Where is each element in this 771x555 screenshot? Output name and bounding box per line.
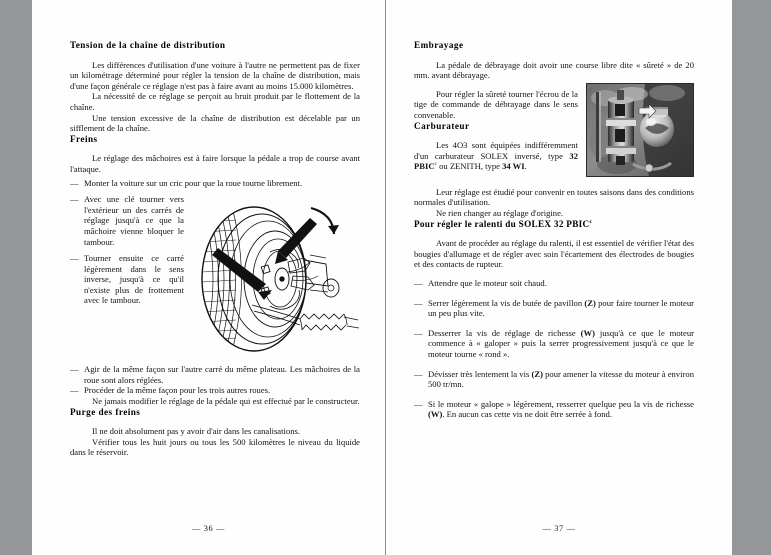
dash-marker: — [70, 385, 79, 396]
paragraph: La pédale de débrayage doit avoir une course libre dite « sûreté » de 20 mm. avant débrayage. [414, 59, 694, 81]
list-item [70, 385, 360, 396]
text-suffix: . [524, 161, 527, 172]
dash-marker: — [414, 327, 423, 338]
paragraph: Leur réglage est étudié pour convenir en toutes saisons dans des conditions normales d'utilisation. [414, 186, 694, 208]
list-item [70, 178, 360, 189]
text-column-right [414, 40, 694, 420]
list-item [70, 194, 360, 247]
heading-freins: Freins [70, 133, 98, 144]
dash-marker: — [414, 297, 423, 308]
idle-adjustment-steps [414, 278, 694, 420]
carb-type-zenith: 34 WI [502, 161, 525, 172]
dash-marker: — [414, 277, 423, 288]
list-item-text-a: Si le moteur « galope » légèrement, resserrer quelque peu la vis de richesse [428, 398, 694, 409]
text-middle: ou ZENITH, type [436, 161, 503, 172]
paragraph: Vérifier tous les huit jours ou tous les 500 kilomètres le niveau du liquide dans le réservoir. [70, 436, 360, 458]
dash-marker: — [414, 368, 423, 379]
paragraph: Pour régler la sûreté tourner l'écrou de la tige de commande de débrayage dans le sens convenable. [414, 88, 578, 120]
dash-marker: — [70, 177, 79, 188]
list-item-text: Tourner ensuite ce carré légèrement dans le sens inverse, jusqu'à ce qu'il n'existe plus de frottement avec le tambour. [84, 253, 184, 306]
list-item-text-a: Dévisser très lentement la vis [428, 368, 532, 379]
screw-label-z: (Z) [584, 297, 596, 308]
paragraph: Ne rien changer au réglage d'origine. [436, 207, 564, 218]
paragraph: Avant de procéder au réglage du ralenti, il est essentiel de vérifier l'état des bougies d'allumage et de régler avec soin l'écartement des électrodes de bougies et des contacts de rupteur. [414, 238, 694, 270]
paragraph-closing: Ne jamais modifier le réglage de la pédale qui est effectué par le constructeur. [92, 395, 360, 406]
heading-tension-chaine: Tension de la chaîne de distribution [70, 40, 226, 50]
heading-purge-des-freins: Purge des freins [70, 406, 141, 417]
screw-label-z: (Z) [531, 368, 543, 379]
brake-adjustment-steps [70, 178, 360, 189]
list-item [414, 298, 694, 319]
dash-marker: — [70, 364, 79, 375]
list-item-text: Monter la voiture sur un cric pour que la roue tourne librement. [84, 177, 303, 188]
list-item-text-b: pour faire tourner le moteur un peu plus vite. [428, 297, 694, 319]
list-item-text-b: jusqu'à ce que le moteur commence à « galoper » puis la serrer progressivement jusqu'à ce que le moteur tourne « rond ». [428, 327, 694, 359]
photo-content [587, 84, 693, 176]
dash-marker: — [70, 253, 79, 264]
paragraph: Une tension excessive de la chaîne de distribution est décelable par un sifflement de la chaîne. [70, 112, 360, 134]
list-item-text-a: Desserrer la vis de réglage de richesse [428, 327, 581, 338]
list-item-text: Agir de la même façon sur l'autre carré du même plateau. Les mâchoires de la roue sont alors réglées. [84, 364, 360, 385]
list-item-text: Avec une clé tourner vers l'extérieur un des carrés de réglage jusqu'à ce que la mâchoire vienne bloquer le tambour. [84, 194, 184, 247]
heading-text: Pour régler le ralenti du SOLEX 32 PBIC [414, 218, 590, 229]
book-page-left [32, 0, 385, 555]
list-item-text-b: pour amener la vitesse du moteur à environ 500 tr/mn. [428, 368, 694, 390]
dash-marker: — [70, 194, 79, 205]
carb-type-solex-sup: c [434, 161, 437, 168]
text-column-left [70, 40, 360, 458]
clutch-master-cylinder-photo [586, 83, 694, 177]
paragraph: Le réglage des mâchoires est à faire lorsque la pédale a trop de course avant l'attaque. [70, 153, 360, 174]
list-item [414, 399, 694, 420]
screw-label-w: (W) [428, 409, 443, 420]
paragraph: Il ne doit absolument pas y avoir d'air dans les canalisations. [92, 426, 300, 437]
text-prefix: Les 4O3 sont équipées indifféremment d'un carburateur SOLEX inversé, type [414, 140, 578, 161]
paragraph: Les différences d'utilisation d'une voiture à l'autre ne permettent pas de fixer un kilométrage déterminé pour régler la tension de la chaîne de distribution, mais d'une façon générale ce réglage n'est pas à faire avant au moins 15.000 kilomètres. [70, 59, 360, 91]
list-item [414, 369, 694, 390]
screw-label-w: (W) [580, 327, 595, 338]
list-item-text-b: . En aucun cas cette vis ne doit être serrée à fond. [442, 409, 612, 420]
book-page-right [386, 0, 732, 555]
page-number-right: — 37 — [542, 524, 576, 533]
carb-type-solex: 32 PBIC [414, 150, 578, 172]
dash-marker: — [414, 398, 423, 409]
brake-adjustment-steps-end [70, 364, 360, 396]
list-item [70, 253, 360, 306]
heading-sup: c [589, 218, 593, 225]
list-item-text: Attendre que le moteur soit chaud. [428, 277, 547, 288]
heading-embrayage: Embrayage [414, 40, 464, 50]
heading-carburateur: Carburateur [414, 120, 470, 131]
list-item-text-a: Serrer légèrement la vis de butée de pavillon [428, 297, 585, 308]
page-number-left: — 36 — [192, 524, 225, 533]
list-item [414, 278, 694, 289]
list-item [70, 364, 360, 385]
list-item-text: Procéder de la même façon pour les trois autres roues. [84, 385, 271, 396]
paragraph: La nécessité de ce réglage se perçoit au bruit produit par le flottement de la chaîne. [70, 91, 360, 112]
heading-regler-ralenti [414, 219, 694, 230]
list-item [414, 328, 694, 360]
